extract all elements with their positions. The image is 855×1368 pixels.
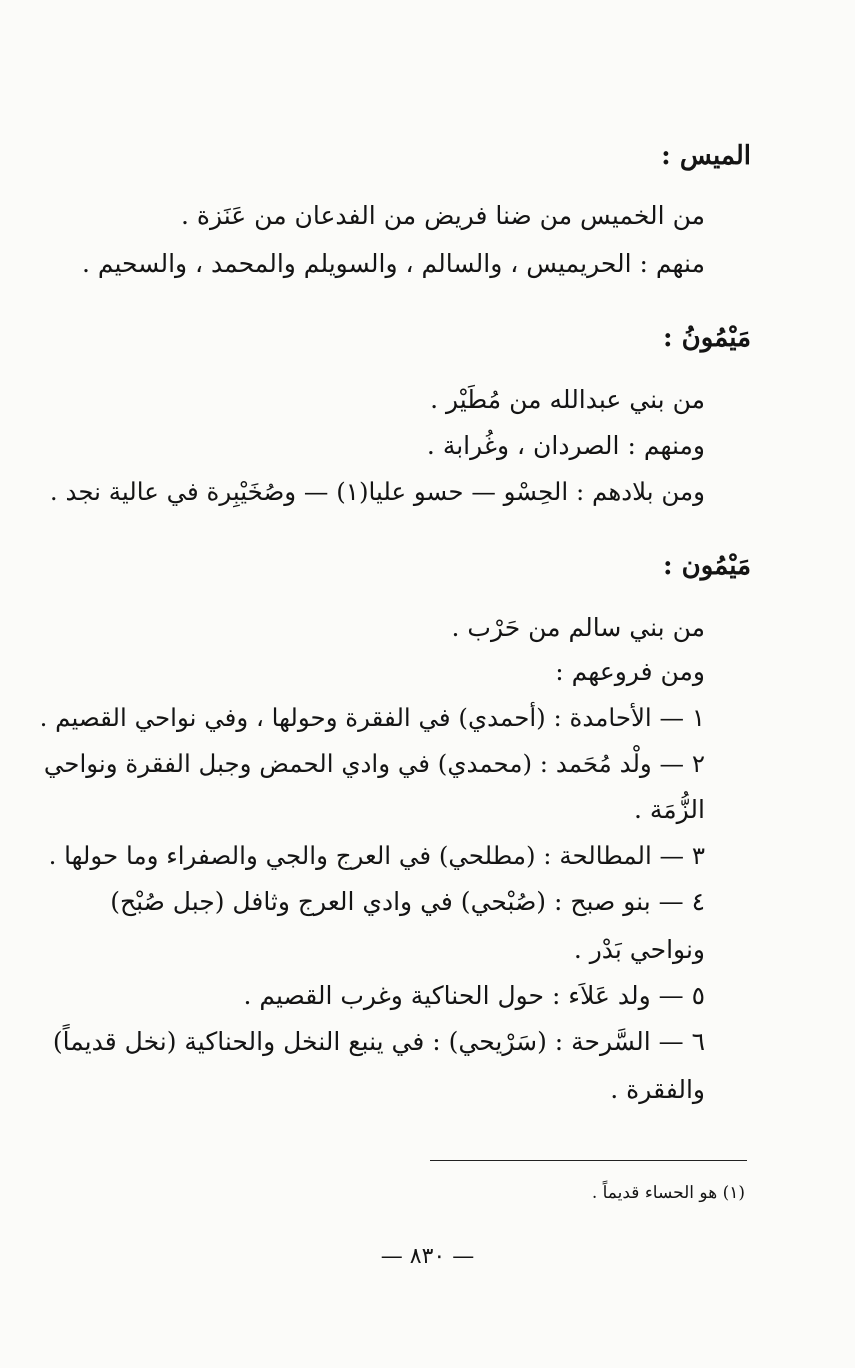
entry-heading-maymun-1: مَيْمُونُ : <box>663 323 751 353</box>
entry-line: ومنهم : الصردان ، وغُرابة . <box>426 431 705 460</box>
entry-line: الزُّمَة . <box>633 795 705 824</box>
entry-line: ومن بلادهم : الحِسْو — حسو عليا(١) — وصُخَيْبِرة في عالية نجد . <box>49 477 705 506</box>
entry-heading-maymun-2: مَيْمُون : <box>663 551 751 581</box>
entry-line: ومن فروعهم : <box>555 657 705 686</box>
entry-heading-almis: الميس : <box>661 141 751 171</box>
entry-line: من بني عبدالله من مُطَيْر . <box>430 385 705 414</box>
entry-line: من بني سالم من حَرْب . <box>451 613 705 642</box>
footnote-separator <box>430 1160 747 1161</box>
entry-line: ٢ — ولْد مُحَمد : (محمدي) في وادي الحمض وجبل الفقرة ونواحي <box>43 749 705 778</box>
footnote: (١) هو الحساء قديماً . <box>591 1183 745 1203</box>
entry-line: ٦ — السَّرحة : (سَرْيحي) : في ينبع النخل والحناكية (نخل قديماً) <box>52 1027 705 1056</box>
entry-line: منهم : الحريميس ، والسالم ، والسويلم والمحمد ، والسحيم . <box>81 249 705 278</box>
entry-line: ٣ — المطالحة : (مطلحي) في العرج والجي والصفراء وما حولها . <box>48 841 705 870</box>
entry-line: من الخميس من ضنا فريض من الفدعان من عَنَزة . <box>180 201 705 230</box>
entry-line: ٥ — ولد عَلاَء : حول الحناكية وغرب القصيم . <box>243 981 705 1010</box>
entry-line: والفقرة . <box>610 1075 705 1104</box>
page-number: — ٨٣٠ — <box>380 1244 475 1269</box>
entry-line: ونواحي بَدْر . <box>573 935 705 964</box>
entry-line: ٤ — بنو صبح : (صُبْحي) في وادي العرج وثافل (جبل صُبْح) <box>110 887 705 916</box>
entry-line: ١ — الأحامدة : (أحمدي) في الفقرة وحولها ، وفي نواحي القصيم . <box>39 703 705 732</box>
